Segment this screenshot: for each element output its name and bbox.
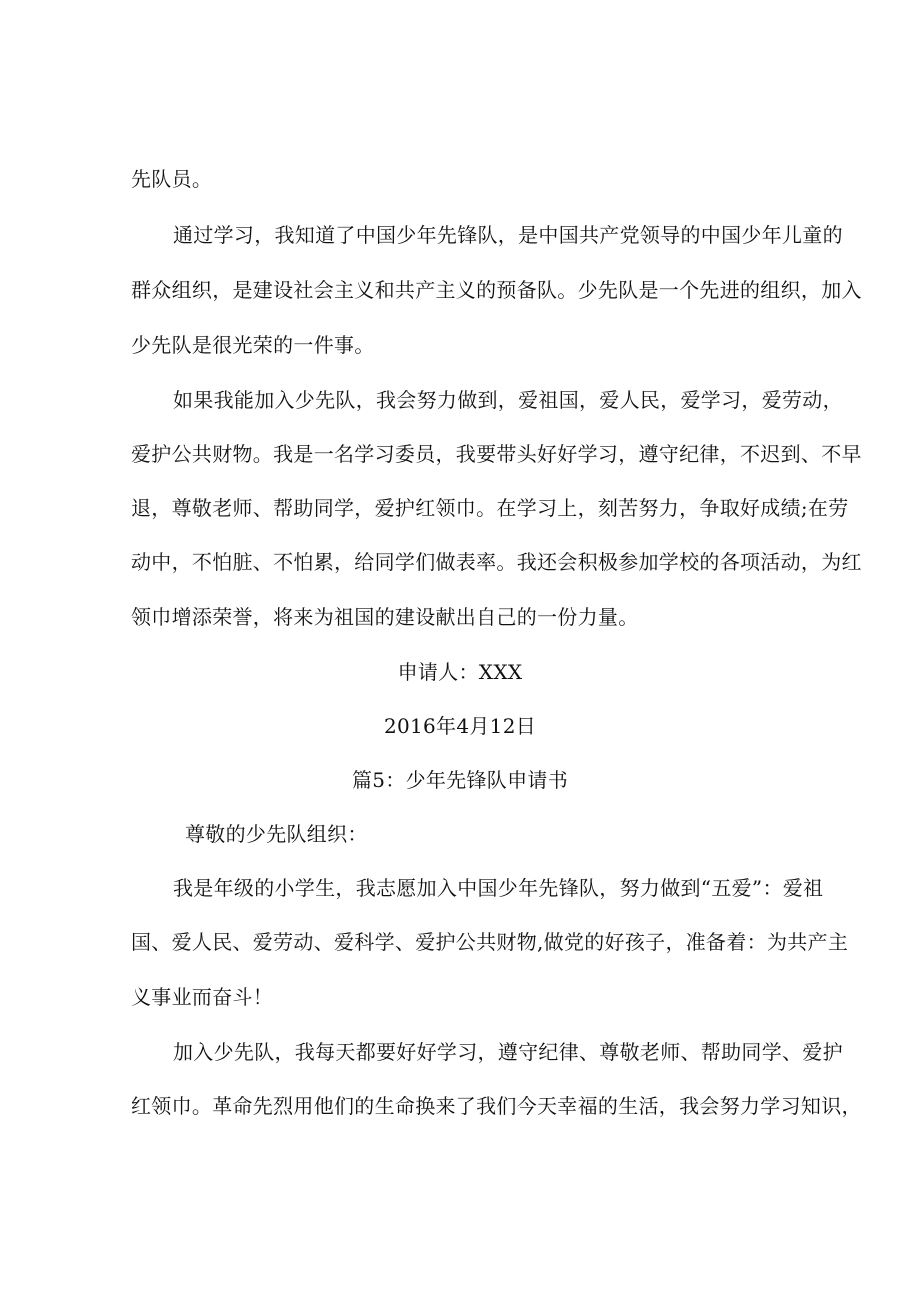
paragraph-4-line-2: 国、爱人民、爱劳动、爱科学、爱护公共财物,做党的好孩子，准备着：为共产主 — [131, 930, 849, 954]
applicant-signature: 申请人：XXX — [397, 660, 523, 684]
paragraph-4-line-1: 我是年级的小学生，我志愿加入中国少年先锋队，努力做到“五爱”：爱祖 — [173, 876, 824, 900]
salutation: 尊敬的少先队组织： — [185, 822, 368, 846]
paragraph-3-line-3: 退，尊敬老师、帮助同学，爱护红领巾。在学习上，刻苦努力，争取好成绩;在劳 — [131, 496, 849, 520]
paragraph-5-line-1: 加入少先队，我每天都要好好学习，遵守纪律、尊敬老师、帮助同学、爱护 — [173, 1040, 843, 1064]
paragraph-2-line-2: 群众组织，是建设社会主义和共产主义的预备队。少先队是一个先进的组织，加入 — [131, 278, 862, 302]
paragraph-2-line-3: 少先队是很光荣的一件事。 — [131, 333, 375, 357]
application-date: 2016年4月12日 — [383, 714, 537, 738]
paragraph-3-line-2: 爱护公共财物。我是一名学习委员，我要带头好好学习，遵守纪律，不迟到、不早 — [131, 442, 862, 466]
paragraph-3-line-5: 领巾增添荣誉，将来为祖国的建设献出自己的一份力量。 — [131, 605, 639, 629]
paragraph-4-line-3: 义事业而奋斗！ — [131, 985, 274, 1009]
paragraph-3-line-4: 动中，不怕脏、不怕累，给同学们做表率。我还会积极参加学校的各项活动，为红 — [131, 550, 862, 574]
paragraph-2-line-1: 通过学习，我知道了中国少年先锋队，是中国共产党领导的中国少年儿童的 — [173, 223, 843, 247]
section-title: 篇5：少年先锋队申请书 — [351, 768, 569, 792]
paragraph-3-line-1: 如果我能加入少先队，我会努力做到，爱祖国，爱人民，爱学习，爱劳动， — [173, 388, 843, 412]
paragraph-5-line-2: 红领巾。革命先烈用他们的生命换来了我们今天幸福的生活，我会努力学习知识， — [131, 1094, 862, 1118]
paragraph-1-line-1: 先队员。 — [131, 167, 213, 191]
